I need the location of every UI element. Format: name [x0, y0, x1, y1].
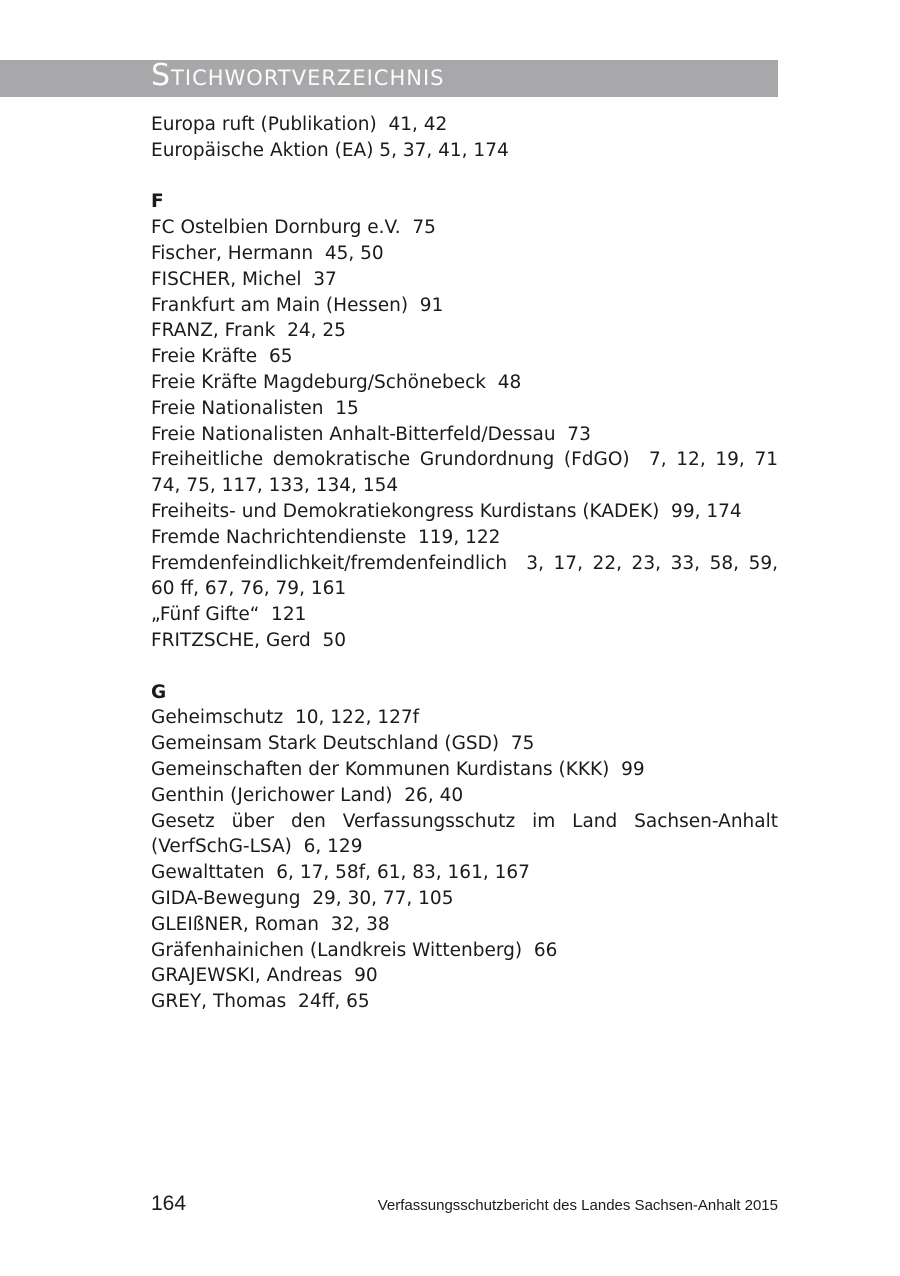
- index-entry: FC Ostelbien Dornburg e.V. 75: [151, 217, 436, 239]
- index-entry: Gemeinschaften der Kommunen Kurdistans (KKK) 99: [151, 758, 645, 780]
- index-entry-line: Gesetz über den Verfassungsschutz im Land Sachsen-Anhalt: [151, 810, 778, 832]
- index-content: [151, 112, 778, 1015]
- index-entry: GREY, Thomas 24ff, 65: [151, 991, 370, 1013]
- index-entry: [151, 447, 778, 499]
- index-entry: GLEIßNER, Roman 32, 38: [151, 913, 390, 935]
- page-title-initial: S: [151, 58, 172, 93]
- index-entry-line: (VerfSchG-LSA) 6, 129: [151, 836, 363, 858]
- page-footer: [151, 1192, 778, 1216]
- index-entry: FRANZ, Frank 24, 25: [151, 320, 346, 342]
- index-entry-line: 60 ff, 67, 76, 79, 161: [151, 578, 347, 600]
- index-entry: FRITZSCHE, Gerd 50: [151, 629, 346, 651]
- index-entry: GIDA-Bewegung 29, 30, 77, 105: [151, 887, 454, 909]
- index-entry: Geheimschutz 10, 122, 127f: [151, 707, 420, 729]
- index-entry: Freie Kräfte 65: [151, 346, 293, 368]
- section-letter: G: [151, 681, 167, 703]
- index-entry: Gewalttaten 6, 17, 58f, 61, 83, 161, 167: [151, 862, 530, 884]
- index-entry-line: Freiheitliche demokratische Grundordnung (FdGO) 7, 12, 19, 71: [151, 449, 778, 471]
- index-entry: „Fünf Gifte“ 121: [151, 604, 307, 626]
- index-entry-line: 74, 75, 117, 133, 134, 154: [151, 475, 399, 497]
- page-title-rest: TICHWORTVERZEICHNIS: [171, 66, 445, 90]
- section-letter: F: [151, 191, 164, 213]
- index-entry: Europa ruft (Publikation) 41, 42: [151, 114, 448, 135]
- report-title: Verfassungsschutzbericht des Landes Sachsen-Anhalt 2015: [377, 1197, 778, 1214]
- index-entry: FISCHER, Michel 37: [151, 268, 337, 290]
- index-entry-line: Fremdenfeindlichkeit/fremdenfeindlich 3, 17, 22, 23, 33, 58, 59,: [151, 552, 778, 574]
- index-entry: Freie Kräfte Magdeburg/Schönebeck 48: [151, 371, 522, 393]
- index-entry: [151, 809, 778, 861]
- page-number: 164: [151, 1192, 187, 1215]
- page-title: [151, 58, 444, 93]
- section-header-bar: [0, 60, 778, 97]
- index-entry: Freie Nationalisten Anhalt-Bitterfeld/Dessau 73: [151, 423, 591, 445]
- index-entry: Gräfenhainichen (Landkreis Wittenberg) 66: [151, 939, 558, 961]
- index-entry: Gemeinsam Stark Deutschland (GSD) 75: [151, 733, 535, 755]
- index-entry: Fischer, Hermann 45, 50: [151, 242, 384, 264]
- index-list: [151, 112, 778, 1015]
- index-entry: GRAJEWSKI, Andreas 90: [151, 965, 378, 987]
- index-entry: [151, 551, 778, 603]
- index-entry: Frankfurt am Main (Hessen) 91: [151, 294, 444, 316]
- index-entry: Europäische Aktion (EA) 5, 37, 41, 174: [151, 139, 509, 161]
- index-entry: Fremde Nachrichtendienste 119, 122: [151, 526, 501, 548]
- index-entry: Freie Nationalisten 15: [151, 397, 359, 419]
- index-entry: Freiheits- und Demokratiekongress Kurdistans (KADEK) 99, 174: [151, 500, 742, 522]
- index-entry: Genthin (Jerichower Land) 26, 40: [151, 784, 464, 806]
